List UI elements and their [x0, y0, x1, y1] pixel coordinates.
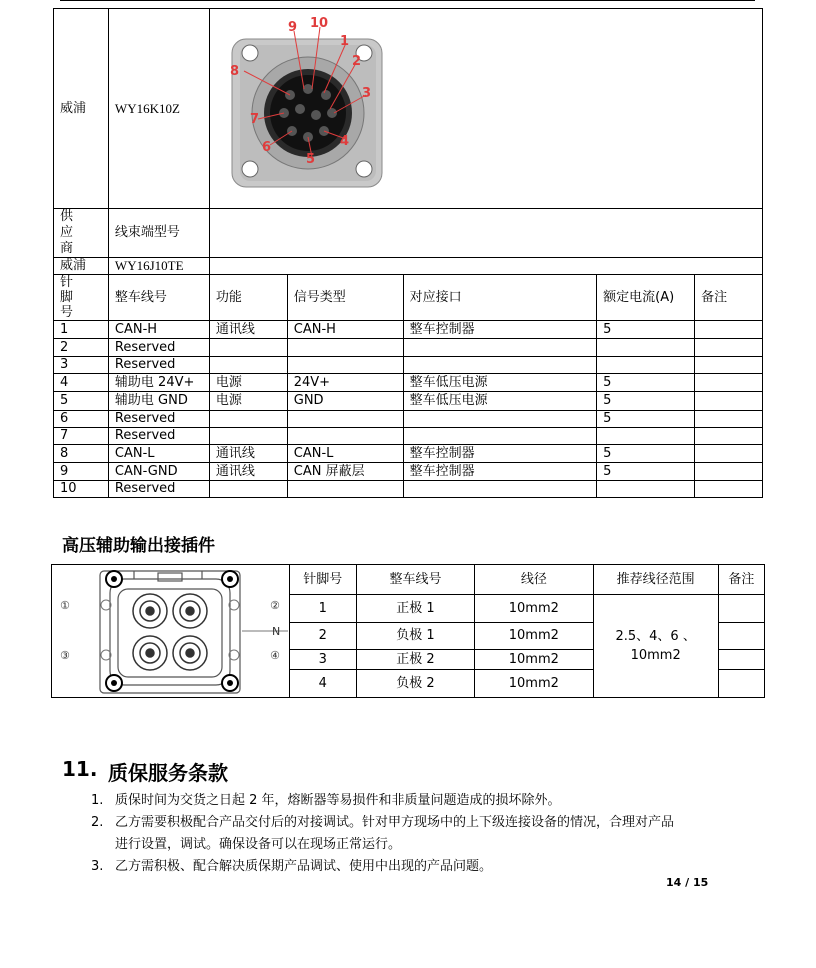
hv-wire: 10mm2 — [475, 670, 593, 698]
list-item-text: 乙方需积极、配合解决质保期产品调试、使用中出现的产品问题。 — [115, 859, 493, 874]
pin-cell: 6 — [54, 411, 109, 428]
pin-cell: 电源 — [209, 392, 287, 411]
pin-cell: 通讯线 — [209, 463, 287, 481]
hv-pin: 2 — [289, 623, 356, 650]
header-note: 备注 — [695, 275, 763, 321]
pin-cell: 5 — [597, 445, 695, 463]
table-row — [54, 357, 763, 374]
pin-cell — [403, 411, 597, 428]
hv-connector-table — [51, 564, 765, 698]
pin-cell: 4 — [54, 374, 109, 392]
hv-range-line2: 10mm2 — [630, 648, 681, 663]
pin-cell — [695, 374, 763, 392]
pin-cell — [403, 357, 597, 374]
pin-cell — [695, 357, 763, 374]
hv-connector-drawing — [52, 565, 288, 697]
list-item-text: 质保时间为交货之日起 2 年，熔断器等易损件和非质量问题造成的损坏除外。 — [115, 793, 561, 808]
pin-cell: Reserved — [108, 481, 209, 498]
pin-label-6: 6 — [261, 140, 271, 155]
pin-cell: 整车控制器 — [403, 445, 597, 463]
pin-cell: 2 — [54, 339, 109, 357]
list-item-number: 3. — [91, 859, 104, 874]
table-row — [54, 321, 763, 339]
table-row — [54, 481, 763, 498]
pin-cell — [695, 339, 763, 357]
pin-cell: CAN-L — [108, 445, 209, 463]
warranty-section-number: 11. — [62, 757, 98, 781]
header-interface: 对应接口 — [403, 275, 597, 321]
hv-wire: 10mm2 — [475, 650, 593, 670]
pin-cell: 24V+ — [287, 374, 403, 392]
hv-pin: 4 — [289, 670, 356, 698]
pin-cell: 5 — [597, 392, 695, 411]
pin-cell: 5 — [597, 463, 695, 481]
pin-cell: 8 — [54, 445, 109, 463]
list-item — [91, 790, 771, 812]
connector-photo-cell — [209, 9, 762, 209]
pin-cell: 电源 — [209, 374, 287, 392]
pin-label-4: 4 — [339, 134, 349, 149]
list-item — [91, 856, 771, 878]
list-item-number: 1. — [91, 793, 104, 808]
hv-section-title: 高压辅助输出接插件 — [62, 536, 215, 556]
warranty-terms-list — [91, 790, 771, 878]
pin-cell — [287, 357, 403, 374]
pin-cell — [209, 411, 287, 428]
pin-cell — [209, 339, 287, 357]
pin-cell: Reserved — [108, 339, 209, 357]
hv-line: 负极 2 — [356, 670, 474, 698]
pin-cell — [209, 481, 287, 498]
list-item-text: 进行设置，调试。确保设备可以在现场正常运行。 — [115, 837, 402, 852]
supplier-cell: 威浦 — [54, 9, 109, 209]
pin-cell: CAN-GND — [108, 463, 209, 481]
pin-cell — [695, 411, 763, 428]
pin-cell: 辅助电 GND — [108, 392, 209, 411]
table-row — [54, 428, 763, 445]
pin-cell — [695, 321, 763, 339]
pin-cell — [597, 357, 695, 374]
round-connector-photo — [228, 9, 388, 189]
pin-cell: Reserved — [108, 428, 209, 445]
table-row — [54, 339, 763, 357]
table-row — [54, 411, 763, 428]
pin-cell — [287, 339, 403, 357]
pin-cell: Reserved — [108, 357, 209, 374]
header-line: 整车线号 — [108, 275, 209, 321]
pin-cell: 10 — [54, 481, 109, 498]
pin-cell — [287, 428, 403, 445]
pin-label-9: 9 — [287, 20, 297, 35]
table-row — [54, 463, 763, 481]
pin-cell: GND — [287, 392, 403, 411]
page-number: 14 / 15 — [666, 876, 709, 889]
top-rule — [60, 0, 755, 1]
pin-cell: 1 — [54, 321, 109, 339]
pin-cell: 7 — [54, 428, 109, 445]
model2-cell: WY16J10TE — [108, 258, 209, 275]
header-function: 功能 — [209, 275, 287, 321]
pin-cell: 5 — [597, 321, 695, 339]
pin-table-header — [54, 275, 763, 321]
pin-cell — [695, 428, 763, 445]
hv-line: 正极 1 — [356, 595, 474, 623]
pin-cell — [287, 411, 403, 428]
pin-cell: 辅助电 24V+ — [108, 374, 209, 392]
warranty-section-title: 质保服务条款 — [108, 761, 228, 785]
hv-header-line: 整车线号 — [356, 565, 474, 595]
pin-cell: CAN-H — [108, 321, 209, 339]
hv-mark-1: ① — [60, 599, 70, 612]
pin-cell: 9 — [54, 463, 109, 481]
hv-pin: 1 — [289, 595, 356, 623]
table-row — [54, 374, 763, 392]
header-pin: 针 脚 号 — [54, 275, 109, 321]
pin-cell: 5 — [597, 374, 695, 392]
pin-cell — [597, 428, 695, 445]
hv-line: 正极 2 — [356, 650, 474, 670]
pin-cell — [209, 357, 287, 374]
pin-label-5: 5 — [305, 152, 315, 167]
pin-cell: CAN-H — [287, 321, 403, 339]
pin-cell — [209, 428, 287, 445]
pin-cell: 5 — [54, 392, 109, 411]
supplier-label-cell: 供 应 商 — [54, 209, 109, 258]
hv-mark-2: ② — [270, 599, 280, 612]
header-signal: 信号类型 — [287, 275, 403, 321]
pin-cell: 整车控制器 — [403, 463, 597, 481]
pin-cell — [287, 481, 403, 498]
hv-range-cell — [593, 595, 718, 698]
table-row — [54, 445, 763, 463]
pin-cell — [403, 481, 597, 498]
pin-cell — [695, 445, 763, 463]
hv-header-pin: 针脚号 — [289, 565, 356, 595]
hv-pin: 3 — [289, 650, 356, 670]
pin-cell — [695, 463, 763, 481]
hv-wire: 10mm2 — [475, 595, 593, 623]
pin-label-8: 8 — [229, 64, 239, 79]
pin-cell — [403, 428, 597, 445]
model-label-cell: 线束端型号 — [108, 209, 209, 258]
pin-label-10: 10 — [309, 16, 328, 31]
pin-cell: 通讯线 — [209, 445, 287, 463]
pin-label-7: 7 — [249, 112, 259, 127]
hv-header-note: 备注 — [718, 565, 764, 595]
pin-label-1: 1 — [339, 34, 349, 49]
pin-cell — [695, 392, 763, 411]
hv-header-wire: 线径 — [475, 565, 593, 595]
pin-cell: CAN 屏蔽层 — [287, 463, 403, 481]
hv-range-line1: 2.5、4、6 、 — [615, 629, 696, 644]
list-item-text: 乙方需要积极配合产品交付后的对接调试。针对甲方现场中的上下级连接设备的情况，合理对产品 — [115, 815, 675, 830]
header-current: 额定电流(A) — [597, 275, 695, 321]
pin-cell: CAN-L — [287, 445, 403, 463]
pin-cell: 通讯线 — [209, 321, 287, 339]
pin-cell — [695, 481, 763, 498]
supplier2-cell: 威浦 — [54, 258, 109, 275]
pin-cell — [597, 339, 695, 357]
hv-line: 负极 1 — [356, 623, 474, 650]
pin-cell — [597, 481, 695, 498]
pin-cell: 3 — [54, 357, 109, 374]
connector-table — [53, 8, 763, 498]
table-row — [54, 392, 763, 411]
pin-cell: 整车低压电源 — [403, 392, 597, 411]
hv-mark-n: N — [272, 625, 281, 638]
pin-cell: Reserved — [108, 411, 209, 428]
hv-header-range: 推荐线径范围 — [593, 565, 718, 595]
list-item — [91, 812, 771, 856]
model-cell: WY16K10Z — [108, 9, 209, 209]
list-item-number: 2. — [91, 815, 104, 830]
hv-wire: 10mm2 — [475, 623, 593, 650]
pin-cell: 5 — [597, 411, 695, 428]
pin-label-3: 3 — [361, 86, 371, 101]
hv-connector-drawing-cell — [52, 565, 290, 698]
pin-label-2: 2 — [351, 54, 361, 69]
hv-mark-4: ④ — [270, 649, 280, 662]
pin-cell: 整车控制器 — [403, 321, 597, 339]
pin-cell: 整车低压电源 — [403, 374, 597, 392]
pin-cell — [403, 339, 597, 357]
hv-mark-3: ③ — [60, 649, 70, 662]
